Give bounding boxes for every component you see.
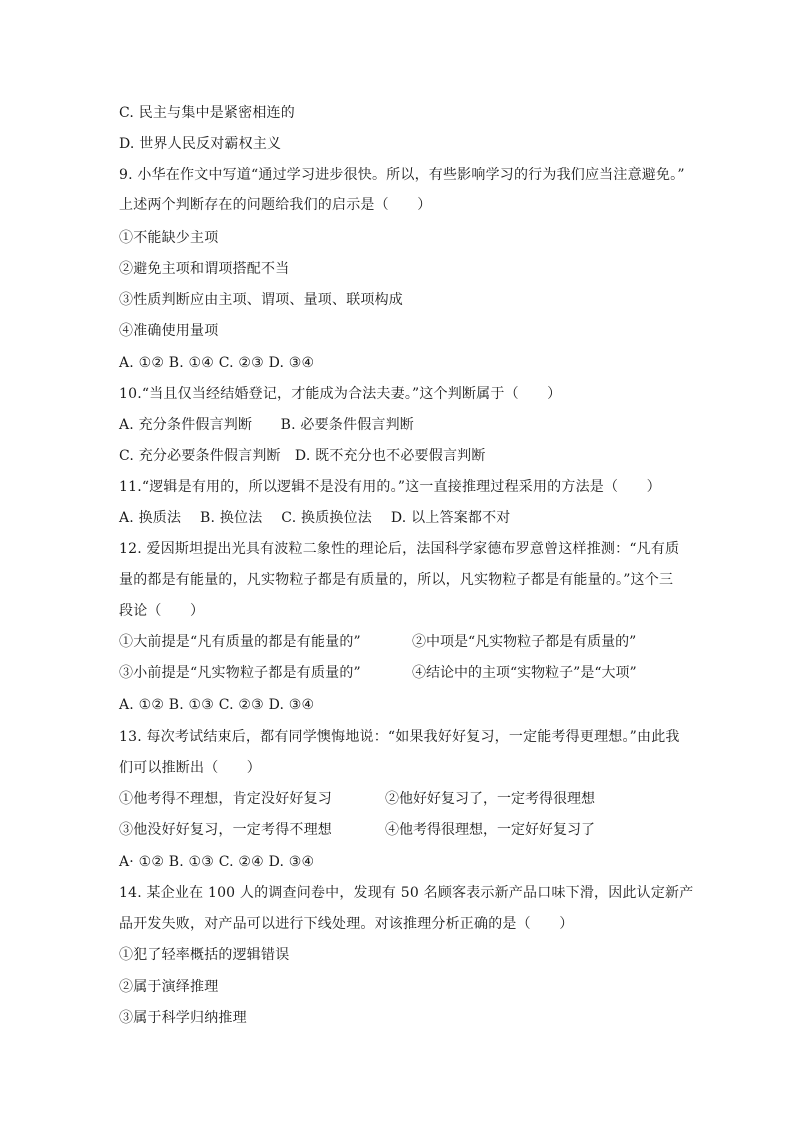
q12-statement-4: ④结论中的主项“实物粒子”是“大项” <box>412 665 637 681</box>
question-12-stem-cont: 量的都是有能量的，凡实物粒子都是有质量的，所以，凡实物粒子都是有能量的。”这个三 <box>119 572 674 588</box>
q13-statement-4: ④他考得很理想，一定好好复习了 <box>385 822 595 838</box>
option-c-q8: C. 民主与集中是紧密相连的 <box>119 105 295 121</box>
question-13-stem: 13. 每次考试结束后，都有同学懊悔地说：“如果我好好复习，一定能考得更理想。”由此我 <box>119 729 680 745</box>
q13-statement-3: ③他没好好复习，一定考得不理想 <box>119 822 332 838</box>
question-9-stem-cont: 上述两个判断存在的问题给我们的启示是（ ） <box>119 197 432 213</box>
question-12-stem-end: 段论（ ） <box>119 603 205 619</box>
question-11-stem: 11.“逻辑是有用的，所以逻辑不是没有用的。”这一直接推理过程采用的方法是（ ） <box>119 479 661 495</box>
q13-options: A· ①② B. ①③ C. ②④ D. ③④ <box>119 854 315 870</box>
q9-statement-1: ①不能缺少主项 <box>119 230 219 246</box>
question-14-stem: 14. 某企业在 100 人的调查问卷中，发现有 50 名顾客表示新产品口味下滑，因此认定新产 <box>119 885 694 901</box>
q12-options: A. ①② B. ①③ C. ②③ D. ③④ <box>119 697 315 713</box>
option-d-q8: D. 世界人民反对霸权主义 <box>119 136 282 152</box>
q9-statement-2: ②避免主项和谓项搭配不当 <box>119 261 290 277</box>
q13-statement-1: ①他考得不理想，肯定没好好复习 <box>119 791 332 807</box>
question-12-stem: 12. 爱因斯坦提出光具有波粒二象性的理论后，法国科学家德布罗意曾这样推测：“凡有质 <box>119 541 680 557</box>
question-10-stem: 10.“当且仅当经结婚登记，才能成为合法夫妻。”这个判断属于（ ） <box>119 386 562 402</box>
q10-options-cd: C. 充分必要条件假言判断 D. 既不充分也不必要假言判断 <box>119 448 486 464</box>
q9-options: A. ①② B. ①④ C. ②③ D. ③④ <box>119 355 315 371</box>
q14-statement-2: ②属于演绎推理 <box>119 979 219 995</box>
question-14-stem-cont: 品开发失败，对产品可以进行下线处理。对该推理分析正确的是（ ） <box>119 916 574 932</box>
q14-statement-1: ①犯了轻率概括的逻辑错误 <box>119 947 290 963</box>
q11-options: A. 换质法 B. 换位法 C. 换质换位法 D. 以上答案都不对 <box>119 510 511 526</box>
q12-statement-1: ①大前提是“凡有质量的都是有能量的” <box>119 634 361 650</box>
q12-statement-3: ③小前提是“凡实物粒子都是有质量的” <box>119 665 361 681</box>
q10-options-ab: A. 充分条件假言判断 B. 必要条件假言判断 <box>119 417 414 433</box>
q12-statement-2: ②中项是“凡实物粒子都是有质量的” <box>412 634 637 650</box>
q13-statement-2: ②他好好复习了，一定考得很理想 <box>385 791 595 807</box>
question-13-stem-cont: 们可以推断出（ ） <box>119 760 261 776</box>
q9-statement-4: ④准确使用量项 <box>119 323 219 339</box>
q14-statement-3: ③属于科学归纳推理 <box>119 1010 247 1026</box>
q9-statement-3: ③性质判断应由主项、谓项、量项、联项构成 <box>119 292 403 308</box>
question-9-stem: 9. 小华在作文中写道“通过学习进步很快。所以，有些影响学习的行为我们应当注意避免。” <box>119 167 685 183</box>
